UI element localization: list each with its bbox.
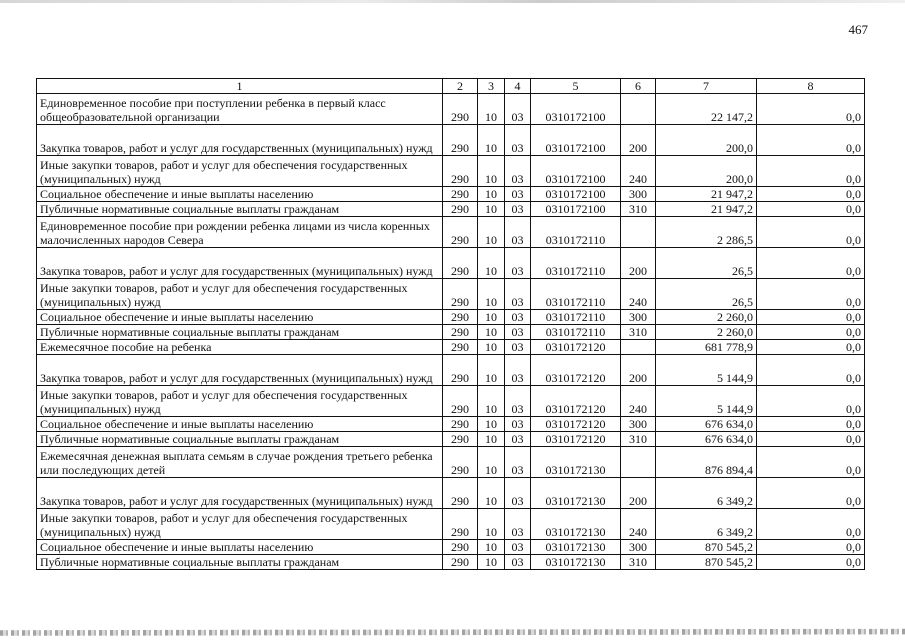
subsection-cell: 03 [505,478,531,509]
item-name-cell: Закупка товаров, работ и услуг для государственных (муниципальных) нужд [37,355,443,386]
table-row [37,156,865,187]
budget-table [36,78,865,570]
amount-cell: 0,0 [757,555,865,570]
table-row [37,279,865,310]
expense-type-cell: 300 [621,540,656,555]
section-cell: 10 [478,310,505,325]
section-cell: 10 [478,447,505,478]
table-row [37,417,865,432]
target-article-cell: 0310172130 [531,509,621,540]
code-cell: 290 [443,432,478,447]
expense-type-cell: 240 [621,279,656,310]
subsection-cell: 03 [505,509,531,540]
column-header: 8 [757,79,865,94]
target-article-cell: 0310172110 [531,279,621,310]
code-cell: 290 [443,202,478,217]
expense-type-cell: 310 [621,202,656,217]
amount-cell: 0,0 [757,125,865,156]
section-cell: 10 [478,279,505,310]
target-article-cell: 0310172130 [531,555,621,570]
column-header: 7 [656,79,757,94]
column-header: 3 [478,79,505,94]
item-name-cell: Иные закупки товаров, работ и услуг для обеспечения государственных (муниципальных) нужд [37,509,443,540]
amount-cell: 2 260,0 [656,325,757,340]
target-article-cell: 0310172120 [531,355,621,386]
code-cell: 290 [443,217,478,248]
amount-cell: 0,0 [757,447,865,478]
item-name-cell: Публичные нормативные социальные выплаты гражданам [37,555,443,570]
section-cell: 10 [478,432,505,447]
amount-cell: 0,0 [757,432,865,447]
amount-cell: 6 349,2 [656,509,757,540]
amount-cell: 0,0 [757,325,865,340]
code-cell: 290 [443,248,478,279]
amount-cell: 0,0 [757,478,865,509]
subsection-cell: 03 [505,156,531,187]
expense-type-cell [621,447,656,478]
code-cell: 290 [443,447,478,478]
table-row [37,94,865,125]
table-header-row [37,79,865,94]
expense-type-cell: 310 [621,325,656,340]
section-cell: 10 [478,386,505,417]
amount-cell: 2 260,0 [656,310,757,325]
section-cell: 10 [478,248,505,279]
code-cell: 290 [443,187,478,202]
amount-cell: 2 286,5 [656,217,757,248]
amount-cell: 21 947,2 [656,202,757,217]
target-article-cell: 0310172130 [531,478,621,509]
amount-cell: 0,0 [757,187,865,202]
item-name-cell: Закупка товаров, работ и услуг для государственных (муниципальных) нужд [37,248,443,279]
amount-cell: 681 778,9 [656,340,757,355]
subsection-cell: 03 [505,540,531,555]
code-cell: 290 [443,340,478,355]
subsection-cell: 03 [505,555,531,570]
code-cell: 290 [443,156,478,187]
subsection-cell: 03 [505,447,531,478]
table-row [37,355,865,386]
subsection-cell: 03 [505,125,531,156]
section-cell: 10 [478,340,505,355]
table-row [37,432,865,447]
subsection-cell: 03 [505,432,531,447]
amount-cell: 676 634,0 [656,432,757,447]
table-row [37,310,865,325]
target-article-cell: 0310172110 [531,217,621,248]
target-article-cell: 0310172100 [531,156,621,187]
amount-cell: 870 545,2 [656,540,757,555]
target-article-cell: 0310172120 [531,432,621,447]
amount-cell: 0,0 [757,417,865,432]
expense-type-cell [621,94,656,125]
amount-cell: 0,0 [757,217,865,248]
expense-type-cell: 240 [621,386,656,417]
amount-cell: 676 634,0 [656,417,757,432]
amount-cell: 21 947,2 [656,187,757,202]
table-row [37,478,865,509]
section-cell: 10 [478,217,505,248]
amount-cell: 0,0 [757,540,865,555]
expense-type-cell: 300 [621,310,656,325]
amount-cell: 22 147,2 [656,94,757,125]
amount-cell: 0,0 [757,94,865,125]
expense-type-cell: 310 [621,432,656,447]
item-name-cell: Публичные нормативные социальные выплаты гражданам [37,432,443,447]
section-cell: 10 [478,417,505,432]
item-name-cell: Закупка товаров, работ и услуг для государственных (муниципальных) нужд [37,125,443,156]
amount-cell: 200,0 [656,125,757,156]
subsection-cell: 03 [505,325,531,340]
expense-type-cell: 240 [621,156,656,187]
item-name-cell: Иные закупки товаров, работ и услуг для обеспечения государственных (муниципальных) нужд [37,386,443,417]
table-row [37,340,865,355]
expense-type-cell: 310 [621,555,656,570]
item-name-cell: Социальное обеспечение и иные выплаты населению [37,540,443,555]
code-cell: 290 [443,509,478,540]
section-cell: 10 [478,355,505,386]
expense-type-cell: 200 [621,355,656,386]
amount-cell: 0,0 [757,248,865,279]
code-cell: 290 [443,417,478,432]
table-row [37,540,865,555]
code-cell: 290 [443,555,478,570]
code-cell: 290 [443,310,478,325]
subsection-cell: 03 [505,417,531,432]
amount-cell: 876 894,4 [656,447,757,478]
column-header: 4 [505,79,531,94]
section-cell: 10 [478,187,505,202]
code-cell: 290 [443,540,478,555]
table-row [37,187,865,202]
expense-type-cell: 300 [621,187,656,202]
amount-cell: 200,0 [656,156,757,187]
code-cell: 290 [443,325,478,340]
target-article-cell: 0310172110 [531,248,621,279]
section-cell: 10 [478,478,505,509]
item-name-cell: Публичные нормативные социальные выплаты гражданам [37,202,443,217]
subsection-cell: 03 [505,310,531,325]
subsection-cell: 03 [505,340,531,355]
amount-cell: 0,0 [757,279,865,310]
subsection-cell: 03 [505,94,531,125]
expense-type-cell: 200 [621,248,656,279]
section-cell: 10 [478,509,505,540]
expense-type-cell: 200 [621,125,656,156]
subsection-cell: 03 [505,248,531,279]
table-row [37,386,865,417]
item-name-cell: Единовременное пособие при поступлении ребенка в первый класс общеобразовательной организации [37,94,443,125]
subsection-cell: 03 [505,217,531,248]
target-article-cell: 0310172100 [531,94,621,125]
target-article-cell: 0310172100 [531,125,621,156]
table-row [37,325,865,340]
column-header: 2 [443,79,478,94]
item-name-cell: Социальное обеспечение и иные выплаты населению [37,417,443,432]
column-header: 6 [621,79,656,94]
code-cell: 290 [443,279,478,310]
section-cell: 10 [478,125,505,156]
item-name-cell: Закупка товаров, работ и услуг для государственных (муниципальных) нужд [37,478,443,509]
table-row [37,555,865,570]
target-article-cell: 0310172120 [531,386,621,417]
subsection-cell: 03 [505,202,531,217]
code-cell: 290 [443,94,478,125]
page-number: 467 [848,22,868,37]
section-cell: 10 [478,325,505,340]
section-cell: 10 [478,202,505,217]
table-row [37,202,865,217]
code-cell: 290 [443,478,478,509]
subsection-cell: 03 [505,279,531,310]
table-row [37,125,865,156]
amount-cell: 0,0 [757,340,865,355]
section-cell: 10 [478,156,505,187]
budget-table-body [37,79,865,570]
section-cell: 10 [478,540,505,555]
table-row [37,248,865,279]
code-cell: 290 [443,386,478,417]
subsection-cell: 03 [505,355,531,386]
amount-cell: 6 349,2 [656,478,757,509]
item-name-cell: Социальное обеспечение и иные выплаты населению [37,187,443,202]
target-article-cell: 0310172110 [531,325,621,340]
amount-cell: 5 144,9 [656,355,757,386]
item-name-cell: Ежемесячная денежная выплата семьям в случае рождения третьего ребенка или последующих детей [37,447,443,478]
table-row [37,509,865,540]
column-header: 5 [531,79,621,94]
amount-cell: 5 144,9 [656,386,757,417]
expense-type-cell: 300 [621,417,656,432]
section-cell: 10 [478,555,505,570]
table-row [37,447,865,478]
target-article-cell: 0310172130 [531,447,621,478]
amount-cell: 0,0 [757,386,865,417]
item-name-cell: Единовременное пособие при рождении ребенка лицами из числа коренных малочисленных народов Севера [37,217,443,248]
expense-type-cell: 240 [621,509,656,540]
item-name-cell: Социальное обеспечение и иные выплаты населению [37,310,443,325]
amount-cell: 26,5 [656,279,757,310]
amount-cell: 0,0 [757,310,865,325]
amount-cell: 870 545,2 [656,555,757,570]
item-name-cell: Публичные нормативные социальные выплаты гражданам [37,325,443,340]
amount-cell: 0,0 [757,509,865,540]
item-name-cell: Иные закупки товаров, работ и услуг для обеспечения государственных (муниципальных) нужд [37,279,443,310]
amount-cell: 0,0 [757,355,865,386]
section-cell: 10 [478,94,505,125]
code-cell: 290 [443,355,478,386]
item-name-cell: Ежемесячное пособие на ребенка [37,340,443,355]
target-article-cell: 0310172100 [531,187,621,202]
amount-cell: 26,5 [656,248,757,279]
expense-type-cell [621,340,656,355]
target-article-cell: 0310172120 [531,417,621,432]
target-article-cell: 0310172130 [531,540,621,555]
table-row [37,217,865,248]
column-header: 1 [37,79,443,94]
target-article-cell: 0310172110 [531,310,621,325]
subsection-cell: 03 [505,386,531,417]
target-article-cell: 0310172100 [531,202,621,217]
item-name-cell: Иные закупки товаров, работ и услуг для обеспечения государственных (муниципальных) нужд [37,156,443,187]
subsection-cell: 03 [505,187,531,202]
code-cell: 290 [443,125,478,156]
amount-cell: 0,0 [757,156,865,187]
expense-type-cell: 200 [621,478,656,509]
target-article-cell: 0310172120 [531,340,621,355]
amount-cell: 0,0 [757,202,865,217]
expense-type-cell [621,217,656,248]
scan-edge-top [0,0,905,3]
scan-edge-bottom [0,626,905,640]
